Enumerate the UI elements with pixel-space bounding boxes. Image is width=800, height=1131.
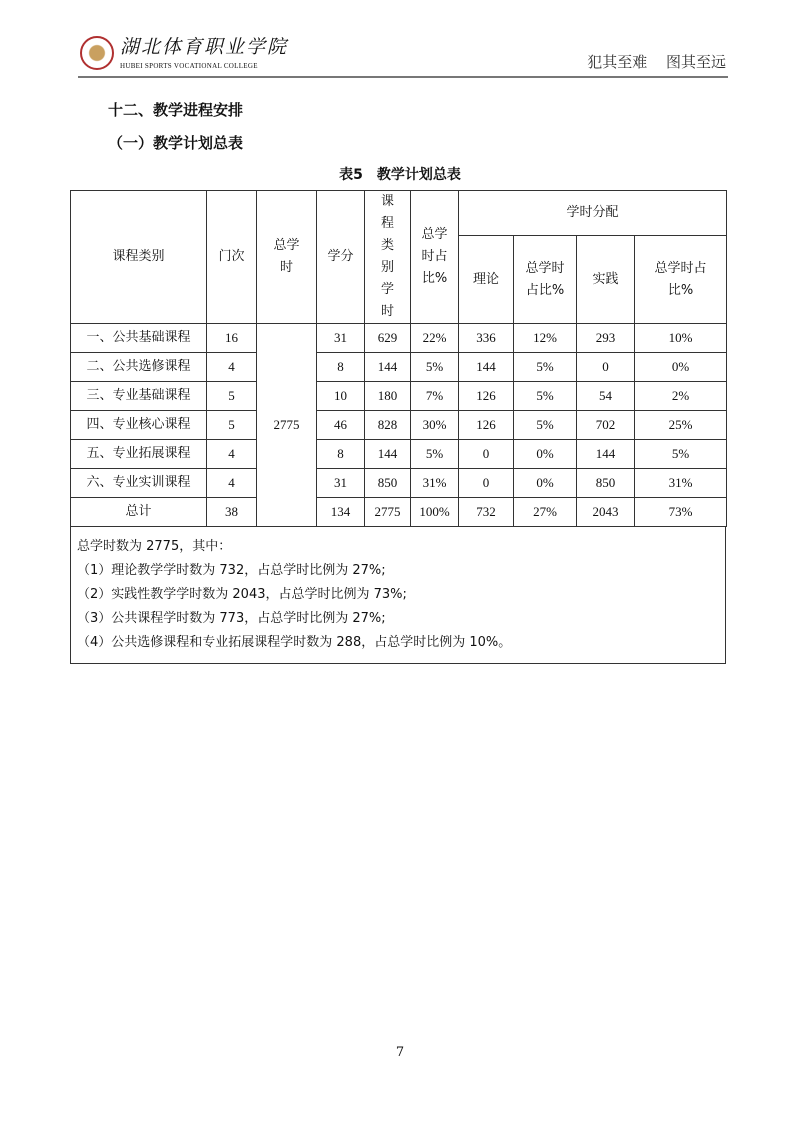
table-cell: 5% (411, 353, 459, 382)
table-cell: 5% (514, 411, 577, 440)
table-cell: 144 (577, 440, 635, 469)
th-theory: 理论 (459, 236, 514, 324)
table-cell: 30% (411, 411, 459, 440)
th-theory-pct: 总学时占比% (514, 236, 577, 324)
table-cell: 27% (514, 498, 577, 527)
table-cell: 8 (317, 440, 365, 469)
table-cell: 31% (411, 469, 459, 498)
table-cell: 5% (514, 353, 577, 382)
table-cell: 0 (459, 440, 514, 469)
table-cell: 10 (317, 382, 365, 411)
table-cell: 二、公共选修课程 (71, 353, 207, 382)
table-cell: 0 (577, 353, 635, 382)
table-cell: 4 (207, 353, 257, 382)
th-total-hours: 总学时 (257, 191, 317, 324)
table-cell: 8 (317, 353, 365, 382)
table-cell: 144 (365, 353, 411, 382)
table-row (71, 469, 727, 498)
cell-total-hours: 2775 (257, 324, 317, 527)
table-and-notes (70, 190, 726, 664)
th-practice: 实践 (577, 236, 635, 324)
table-cell: 134 (317, 498, 365, 527)
table-cell: 0% (635, 353, 727, 382)
table-cell: 2043 (577, 498, 635, 527)
table-cell: 126 (459, 411, 514, 440)
table-cell: 73% (635, 498, 727, 527)
table-cell: 5 (207, 382, 257, 411)
th-credits: 学分 (317, 191, 365, 324)
school-logo-icon (80, 36, 114, 70)
table-cell: 850 (577, 469, 635, 498)
table-row (71, 411, 727, 440)
table-cell: 2775 (365, 498, 411, 527)
table-caption: 表5 教学计划总表 (339, 167, 461, 183)
table-cell: 54 (577, 382, 635, 411)
th-allocation: 学时分配 (459, 191, 727, 236)
table-cell: 828 (365, 411, 411, 440)
table-cell: 2% (635, 382, 727, 411)
table-cell: 22% (411, 324, 459, 353)
table-cell: 46 (317, 411, 365, 440)
table-cell: 336 (459, 324, 514, 353)
th-total-pct: 总学时占比% (411, 191, 459, 324)
table-cell: 31% (635, 469, 727, 498)
table-cell: 三、专业基础课程 (71, 382, 207, 411)
note-line: （4）公共选修课程和专业拓展课程学时数为 288，占总学时比例为 10%。 (77, 635, 512, 650)
subsection-title: （一）教学计划总表 (108, 134, 244, 152)
table-cell: 31 (317, 469, 365, 498)
table-cell: 5% (411, 440, 459, 469)
table-cell: 0% (514, 469, 577, 498)
section-title: 十二、教学进程安排 (108, 101, 244, 119)
table-cell: 7% (411, 382, 459, 411)
table-cell: 850 (365, 469, 411, 498)
table-cell: 5 (207, 411, 257, 440)
table-cell: 总计 (71, 498, 207, 527)
notes-box (70, 527, 726, 664)
school-name-cn: 湖北体育职业学院 (120, 36, 289, 58)
table-cell: 4 (207, 440, 257, 469)
th-cat-hours: 课程类别学时 (365, 191, 411, 324)
th-category: 课程类别 (71, 191, 207, 324)
table-cell: 4 (207, 469, 257, 498)
table-row (71, 382, 727, 411)
table-cell: 0 (459, 469, 514, 498)
table-cell: 38 (207, 498, 257, 527)
table-row (71, 440, 727, 469)
table-cell: 100% (411, 498, 459, 527)
table-cell: 180 (365, 382, 411, 411)
table-cell: 144 (365, 440, 411, 469)
table-cell: 四、专业核心课程 (71, 411, 207, 440)
page-number: 7 (395, 1045, 405, 1060)
table-cell: 0% (514, 440, 577, 469)
plan-table (70, 190, 727, 527)
note-line: 总学时数为 2775，其中： (77, 539, 232, 554)
table-cell: 12% (514, 324, 577, 353)
table-cell: 5% (635, 440, 727, 469)
table-cell: 144 (459, 353, 514, 382)
table-cell: 六、专业实训课程 (71, 469, 207, 498)
table-row (71, 353, 727, 382)
table-cell: 293 (577, 324, 635, 353)
note-line: （3）公共课程学时数为 773，占总学时比例为 27%; (77, 611, 386, 626)
school-name-en: HUBEI SPORTS VOCATIONAL COLLEGE (120, 62, 258, 70)
table-cell: 10% (635, 324, 727, 353)
table-cell: 五、专业拓展课程 (71, 440, 207, 469)
note-line: （1）理论教学学时数为 732，占总学时比例为 27%; (77, 563, 386, 578)
table-cell: 一、公共基础课程 (71, 324, 207, 353)
table-cell: 732 (459, 498, 514, 527)
table-cell: 126 (459, 382, 514, 411)
table-cell: 31 (317, 324, 365, 353)
table-cell: 629 (365, 324, 411, 353)
page-header (78, 36, 728, 78)
table-cell: 5% (514, 382, 577, 411)
table-cell: 25% (635, 411, 727, 440)
table-row (71, 324, 727, 353)
th-practice-pct: 总学时占比% (635, 236, 727, 324)
table-cell: 16 (207, 324, 257, 353)
note-line: （2）实践性教学学时数为 2043，占总学时比例为 73%; (77, 587, 407, 602)
table-cell: 702 (577, 411, 635, 440)
th-count: 门次 (207, 191, 257, 324)
motto: 犯其至难 图其至远 (587, 53, 726, 71)
table-row (71, 498, 727, 527)
